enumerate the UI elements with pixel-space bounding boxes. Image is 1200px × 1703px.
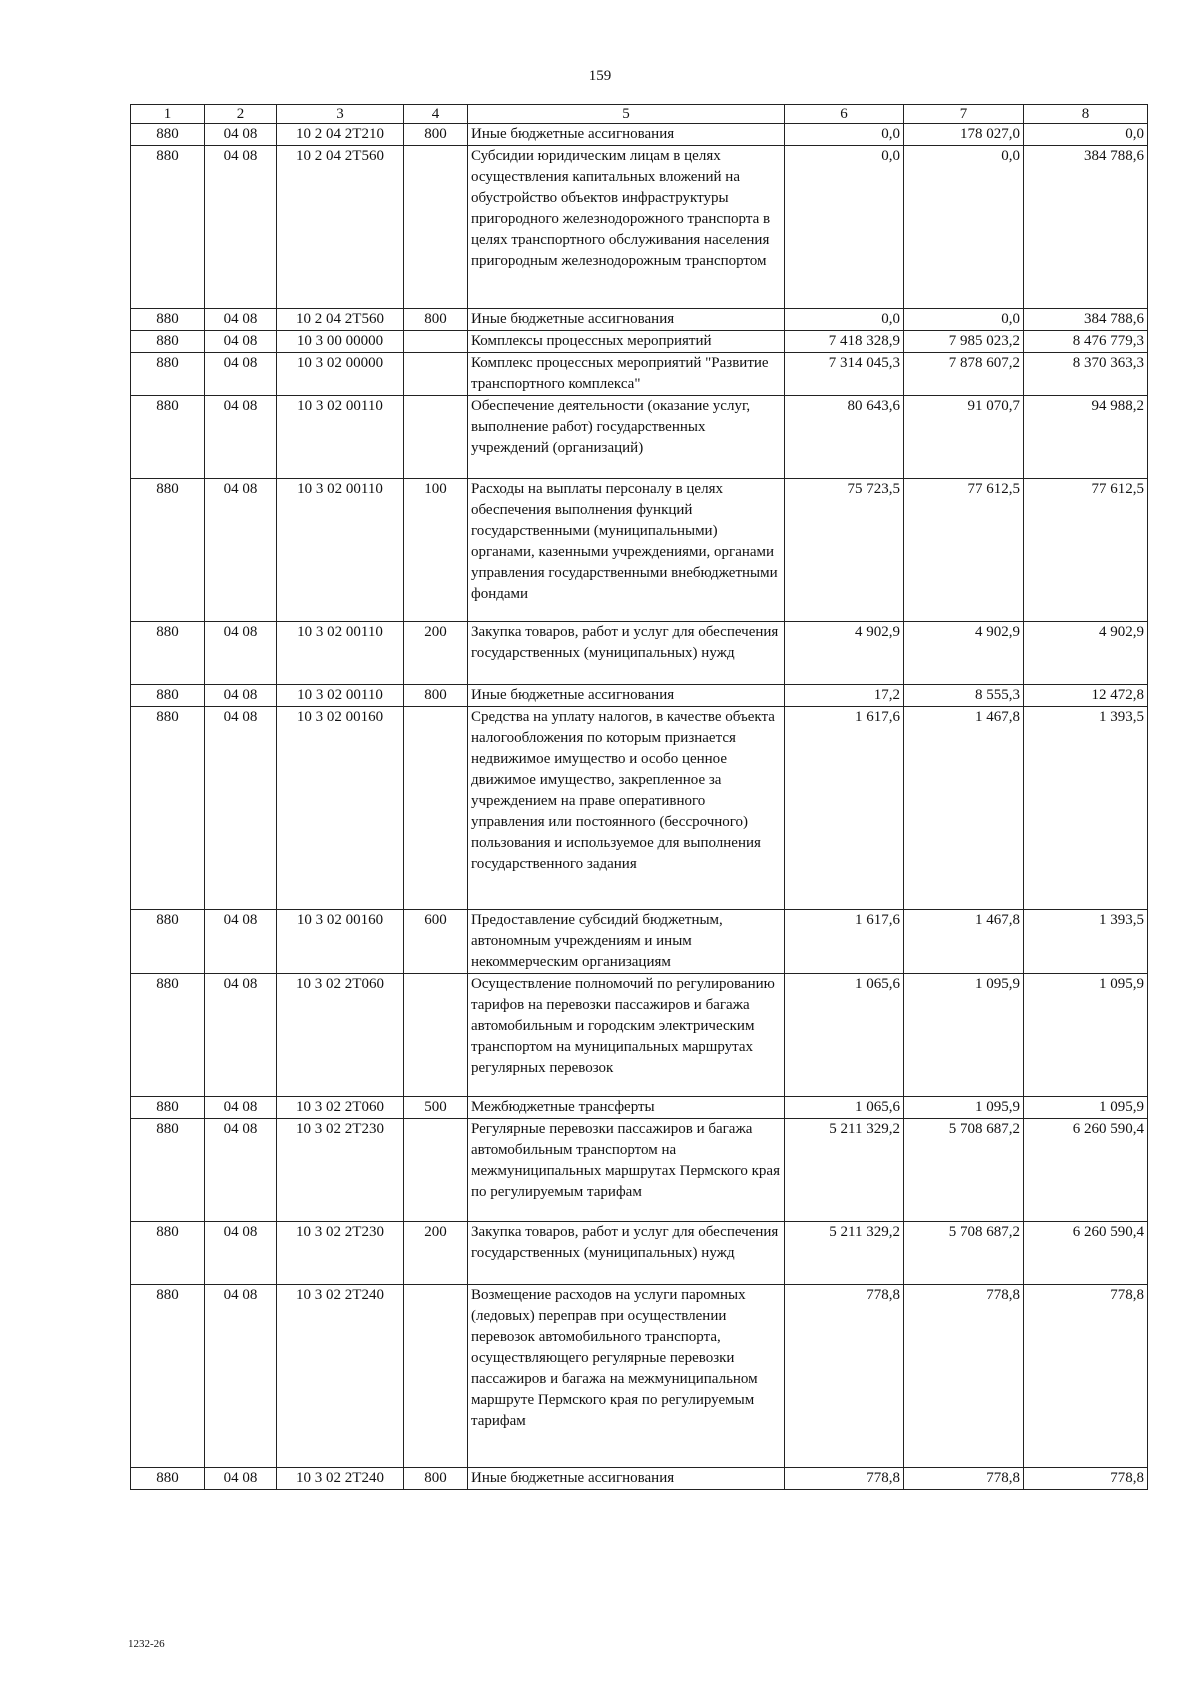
amount-col-7: 0,0 [904, 309, 1024, 331]
column-header: 7 [904, 105, 1024, 124]
section-code: 04 08 [205, 331, 277, 353]
expense-type-code: 800 [404, 1468, 468, 1490]
column-header: 2 [205, 105, 277, 124]
expense-type-code [404, 396, 468, 479]
amount-col-7: 178 027,0 [904, 124, 1024, 146]
target-article-code: 10 3 02 00160 [277, 707, 404, 910]
table-row [131, 1097, 1148, 1119]
expense-type-code: 100 [404, 479, 468, 622]
admin-code: 880 [131, 331, 205, 353]
target-article-code: 10 2 04 2Т560 [277, 309, 404, 331]
table-row [131, 396, 1148, 479]
expense-type-code [404, 974, 468, 1097]
expense-type-code: 800 [404, 309, 468, 331]
expense-type-code [404, 707, 468, 910]
table-row [131, 1222, 1148, 1285]
amount-col-6: 80 643,6 [785, 396, 904, 479]
expense-type-code [404, 331, 468, 353]
item-name: Иные бюджетные ассигнования [468, 124, 785, 146]
column-header: 1 [131, 105, 205, 124]
amount-col-8: 77 612,5 [1024, 479, 1148, 622]
table-row [131, 685, 1148, 707]
target-article-code: 10 3 02 00110 [277, 685, 404, 707]
column-header: 4 [404, 105, 468, 124]
expense-type-code: 600 [404, 910, 468, 974]
admin-code: 880 [131, 1222, 205, 1285]
table-row [131, 331, 1148, 353]
amount-col-8: 8 476 779,3 [1024, 331, 1148, 353]
amount-col-8: 384 788,6 [1024, 309, 1148, 331]
amount-col-6: 1 065,6 [785, 974, 904, 1097]
amount-col-7: 91 070,7 [904, 396, 1024, 479]
amount-col-7: 5 708 687,2 [904, 1119, 1024, 1222]
amount-col-7: 7 878 607,2 [904, 353, 1024, 396]
amount-col-6: 0,0 [785, 146, 904, 309]
expense-type-code [404, 1119, 468, 1222]
expense-type-code [404, 1285, 468, 1468]
table-row [131, 622, 1148, 685]
target-article-code: 10 3 02 00110 [277, 479, 404, 622]
amount-col-7: 778,8 [904, 1468, 1024, 1490]
amount-col-6: 4 902,9 [785, 622, 904, 685]
section-code: 04 08 [205, 685, 277, 707]
amount-col-7: 5 708 687,2 [904, 1222, 1024, 1285]
amount-col-8: 94 988,2 [1024, 396, 1148, 479]
expense-type-code [404, 146, 468, 309]
admin-code: 880 [131, 1468, 205, 1490]
section-code: 04 08 [205, 622, 277, 685]
expense-type-code: 200 [404, 622, 468, 685]
table-row [131, 353, 1148, 396]
amount-col-6: 5 211 329,2 [785, 1119, 904, 1222]
column-header: 3 [277, 105, 404, 124]
document-code: 1232-26 [128, 1638, 165, 1650]
amount-col-8: 0,0 [1024, 124, 1148, 146]
header-row [131, 105, 1148, 124]
amount-col-6: 7 418 328,9 [785, 331, 904, 353]
amount-col-8: 12 472,8 [1024, 685, 1148, 707]
item-name: Иные бюджетные ассигнования [468, 685, 785, 707]
budget-table [130, 104, 1148, 1490]
amount-col-6: 75 723,5 [785, 479, 904, 622]
table-row [131, 1468, 1148, 1490]
admin-code: 880 [131, 124, 205, 146]
amount-col-8: 778,8 [1024, 1285, 1148, 1468]
amount-col-6: 1 617,6 [785, 910, 904, 974]
amount-col-6: 5 211 329,2 [785, 1222, 904, 1285]
amount-col-6: 778,8 [785, 1285, 904, 1468]
section-code: 04 08 [205, 309, 277, 331]
admin-code: 880 [131, 707, 205, 910]
item-name: Закупка товаров, работ и услуг для обеспечения государственных (муниципальных) нужд [468, 1222, 785, 1285]
target-article-code: 10 3 02 2Т240 [277, 1468, 404, 1490]
item-name: Закупка товаров, работ и услуг для обеспечения государственных (муниципальных) нужд [468, 622, 785, 685]
section-code: 04 08 [205, 1468, 277, 1490]
admin-code: 880 [131, 479, 205, 622]
amount-col-7: 4 902,9 [904, 622, 1024, 685]
table-row [131, 707, 1148, 910]
item-name: Иные бюджетные ассигнования [468, 1468, 785, 1490]
amount-col-8: 4 902,9 [1024, 622, 1148, 685]
item-name: Средства на уплату налогов, в качестве объекта налогообложения по которым признается недвижимое имущество и особо ценное движимое имущество, закрепленное за учреждением на праве оперативного управления или постоянного (бессрочного) пользования и используемое для выполнения государственного задания [468, 707, 785, 910]
column-header: 8 [1024, 105, 1148, 124]
amount-col-7: 778,8 [904, 1285, 1024, 1468]
admin-code: 880 [131, 910, 205, 974]
item-name: Регулярные перевозки пассажиров и багажа автомобильным транспортом на межмуниципальных маршрутах Пермского края по регулируемым тарифам [468, 1119, 785, 1222]
section-code: 04 08 [205, 910, 277, 974]
amount-col-6: 17,2 [785, 685, 904, 707]
item-name: Субсидии юридическим лицам в целях осуществления капитальных вложений на обустройство объектов инфраструктуры пригородного железнодорожного транспорта в целях транспортного обслуживания населения пригородным железнодорожным транспортом [468, 146, 785, 309]
target-article-code: 10 2 04 2Т210 [277, 124, 404, 146]
amount-col-7: 1 467,8 [904, 910, 1024, 974]
target-article-code: 10 3 02 2Т060 [277, 974, 404, 1097]
target-article-code: 10 3 02 00000 [277, 353, 404, 396]
amount-col-8: 1 393,5 [1024, 707, 1148, 910]
item-name: Комплекс процессных мероприятий "Развитие транспортного комплекса" [468, 353, 785, 396]
section-code: 04 08 [205, 1222, 277, 1285]
amount-col-6: 1 617,6 [785, 707, 904, 910]
amount-col-8: 1 095,9 [1024, 1097, 1148, 1119]
amount-col-8: 778,8 [1024, 1468, 1148, 1490]
item-name: Расходы на выплаты персоналу в целях обеспечения выполнения функций государственными (муниципальными) органами, казенными учреждениями, органами управления государственными внебюджетными фондами [468, 479, 785, 622]
column-header: 6 [785, 105, 904, 124]
admin-code: 880 [131, 974, 205, 1097]
target-article-code: 10 3 02 00160 [277, 910, 404, 974]
table-row [131, 974, 1148, 1097]
section-code: 04 08 [205, 124, 277, 146]
admin-code: 880 [131, 309, 205, 331]
target-article-code: 10 3 02 2Т240 [277, 1285, 404, 1468]
amount-col-7: 1 095,9 [904, 974, 1024, 1097]
section-code: 04 08 [205, 1097, 277, 1119]
column-header: 5 [468, 105, 785, 124]
section-code: 04 08 [205, 479, 277, 622]
target-article-code: 10 3 02 00110 [277, 622, 404, 685]
target-article-code: 10 3 00 00000 [277, 331, 404, 353]
expense-type-code: 500 [404, 1097, 468, 1119]
admin-code: 880 [131, 685, 205, 707]
expense-type-code: 800 [404, 124, 468, 146]
admin-code: 880 [131, 396, 205, 479]
expense-type-code [404, 353, 468, 396]
section-code: 04 08 [205, 1119, 277, 1222]
amount-col-6: 1 065,6 [785, 1097, 904, 1119]
target-article-code: 10 3 02 00110 [277, 396, 404, 479]
section-code: 04 08 [205, 974, 277, 1097]
target-article-code: 10 3 02 2Т060 [277, 1097, 404, 1119]
table-row [131, 1119, 1148, 1222]
amount-col-8: 8 370 363,3 [1024, 353, 1148, 396]
amount-col-7: 1 095,9 [904, 1097, 1024, 1119]
admin-code: 880 [131, 622, 205, 685]
section-code: 04 08 [205, 1285, 277, 1468]
item-name: Предоставление субсидий бюджетным, автономным учреждениям и иным некоммерческим организациям [468, 910, 785, 974]
amount-col-7: 1 467,8 [904, 707, 1024, 910]
amount-col-7: 8 555,3 [904, 685, 1024, 707]
item-name: Возмещение расходов на услуги паромных (ледовых) переправ при осуществлении перевозок автомобильного транспорта, осуществляющего регулярные перевозки пассажиров и багажа на межмуниципальном маршруте Пермского края по регулируемым тарифам [468, 1285, 785, 1468]
section-code: 04 08 [205, 707, 277, 910]
amount-col-8: 384 788,6 [1024, 146, 1148, 309]
amount-col-7: 7 985 023,2 [904, 331, 1024, 353]
admin-code: 880 [131, 146, 205, 309]
amount-col-6: 778,8 [785, 1468, 904, 1490]
table-row [131, 479, 1148, 622]
amount-col-8: 6 260 590,4 [1024, 1119, 1148, 1222]
table-row [131, 124, 1148, 146]
admin-code: 880 [131, 1119, 205, 1222]
amount-col-8: 6 260 590,4 [1024, 1222, 1148, 1285]
amount-col-7: 77 612,5 [904, 479, 1024, 622]
admin-code: 880 [131, 353, 205, 396]
target-article-code: 10 3 02 2Т230 [277, 1222, 404, 1285]
expense-type-code: 800 [404, 685, 468, 707]
item-name: Иные бюджетные ассигнования [468, 309, 785, 331]
item-name: Межбюджетные трансферты [468, 1097, 785, 1119]
item-name: Комплексы процессных мероприятий [468, 331, 785, 353]
amount-col-7: 0,0 [904, 146, 1024, 309]
amount-col-6: 7 314 045,3 [785, 353, 904, 396]
table-row [131, 1285, 1148, 1468]
section-code: 04 08 [205, 146, 277, 309]
admin-code: 880 [131, 1097, 205, 1119]
target-article-code: 10 3 02 2Т230 [277, 1119, 404, 1222]
item-name: Обеспечение деятельности (оказание услуг, выполнение работ) государственных учреждений (организаций) [468, 396, 785, 479]
item-name: Осуществление полномочий по регулированию тарифов на перевозки пассажиров и багажа автомобильным и городским электрическим транспортом на муниципальных маршрутах регулярных перевозок [468, 974, 785, 1097]
table-row [131, 146, 1148, 309]
amount-col-6: 0,0 [785, 124, 904, 146]
section-code: 04 08 [205, 396, 277, 479]
section-code: 04 08 [205, 353, 277, 396]
admin-code: 880 [131, 1285, 205, 1468]
amount-col-8: 1 393,5 [1024, 910, 1148, 974]
amount-col-8: 1 095,9 [1024, 974, 1148, 1097]
page-number: 159 [588, 68, 612, 84]
table-row [131, 309, 1148, 331]
target-article-code: 10 2 04 2Т560 [277, 146, 404, 309]
expense-type-code: 200 [404, 1222, 468, 1285]
amount-col-6: 0,0 [785, 309, 904, 331]
table-row [131, 910, 1148, 974]
